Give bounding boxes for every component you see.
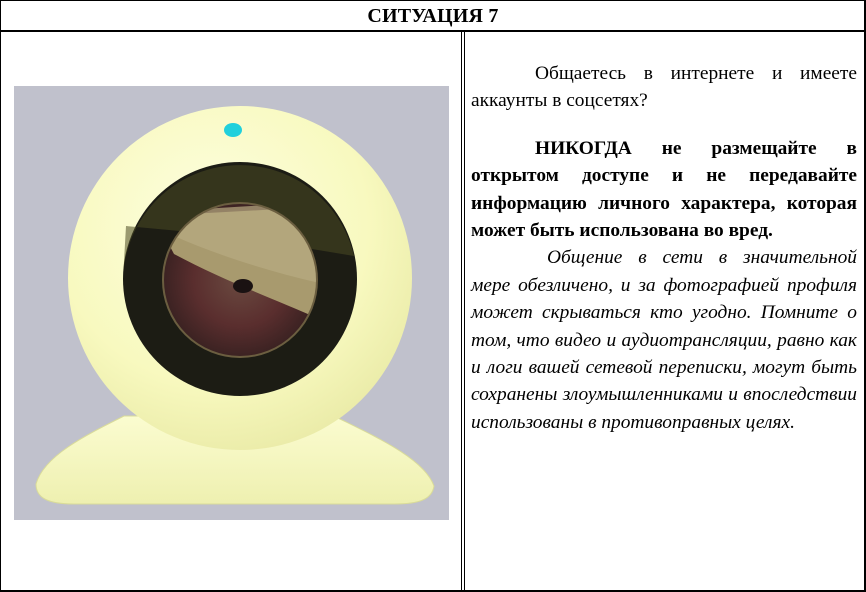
table-border-left [0,0,1,592]
situation-title: СИТУАЦИЯ 7 [367,5,499,27]
webcam-icon [14,86,449,520]
table-border-top [0,0,866,1]
column-divider [461,32,462,592]
text-column [471,60,857,436]
column-divider-inner [464,32,465,592]
lens-pupil [233,279,253,293]
indicator-light [224,123,242,137]
note-paragraph: Общение в сети в значительной мере обезличено, и за фотографией профиля может скрываться кто угодно. Помните о том, что видео и аудиотрансляции, равно как и логи вашей сетевой переписки, могут быть сохранены злоумышленниками и впоследствии использованы в противоправных целях. [471,247,857,433]
intro-paragraph: Общаетесь в интернете и имеете аккаунты в соцсетях? [471,63,857,112]
warning-paragraph: НИКОГДА не размещайте в открытом доступе и не передавайте информацию личного характера, которая может быть использована во вред. [471,137,857,242]
webcam-illustration [14,86,449,520]
title-row-divider [0,30,866,32]
